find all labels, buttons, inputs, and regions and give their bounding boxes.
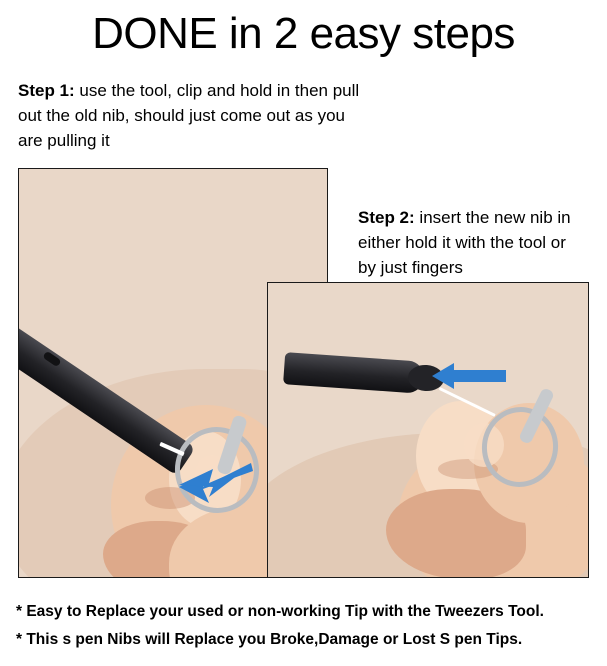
- bullet-item: * This s pen Nibs will Replace you Broke,Damage or Lost S pen Tips.: [16, 631, 523, 648]
- step-1-label: Step 1:: [18, 81, 75, 100]
- bullet-list: [16, 598, 596, 654]
- page-title: DONE in 2 easy steps: [92, 9, 515, 58]
- step-2-photo: [267, 282, 589, 578]
- step-2-text: insert the new nib in either hold it with the tool or by just fingers: [358, 208, 571, 277]
- step-1-caption: [18, 78, 368, 153]
- step-2-label: Step 2:: [358, 208, 415, 227]
- step-2-caption: [358, 205, 583, 280]
- step-1-text: use the tool, clip and hold in then pull out the old nib, should just come out as you are pulling it: [18, 81, 360, 150]
- direction-arrow-icon: [173, 457, 257, 509]
- direction-arrow-icon: [430, 359, 508, 393]
- bullet-item: * Easy to Replace your used or non-working Tip with the Tweezers Tool.: [16, 603, 544, 620]
